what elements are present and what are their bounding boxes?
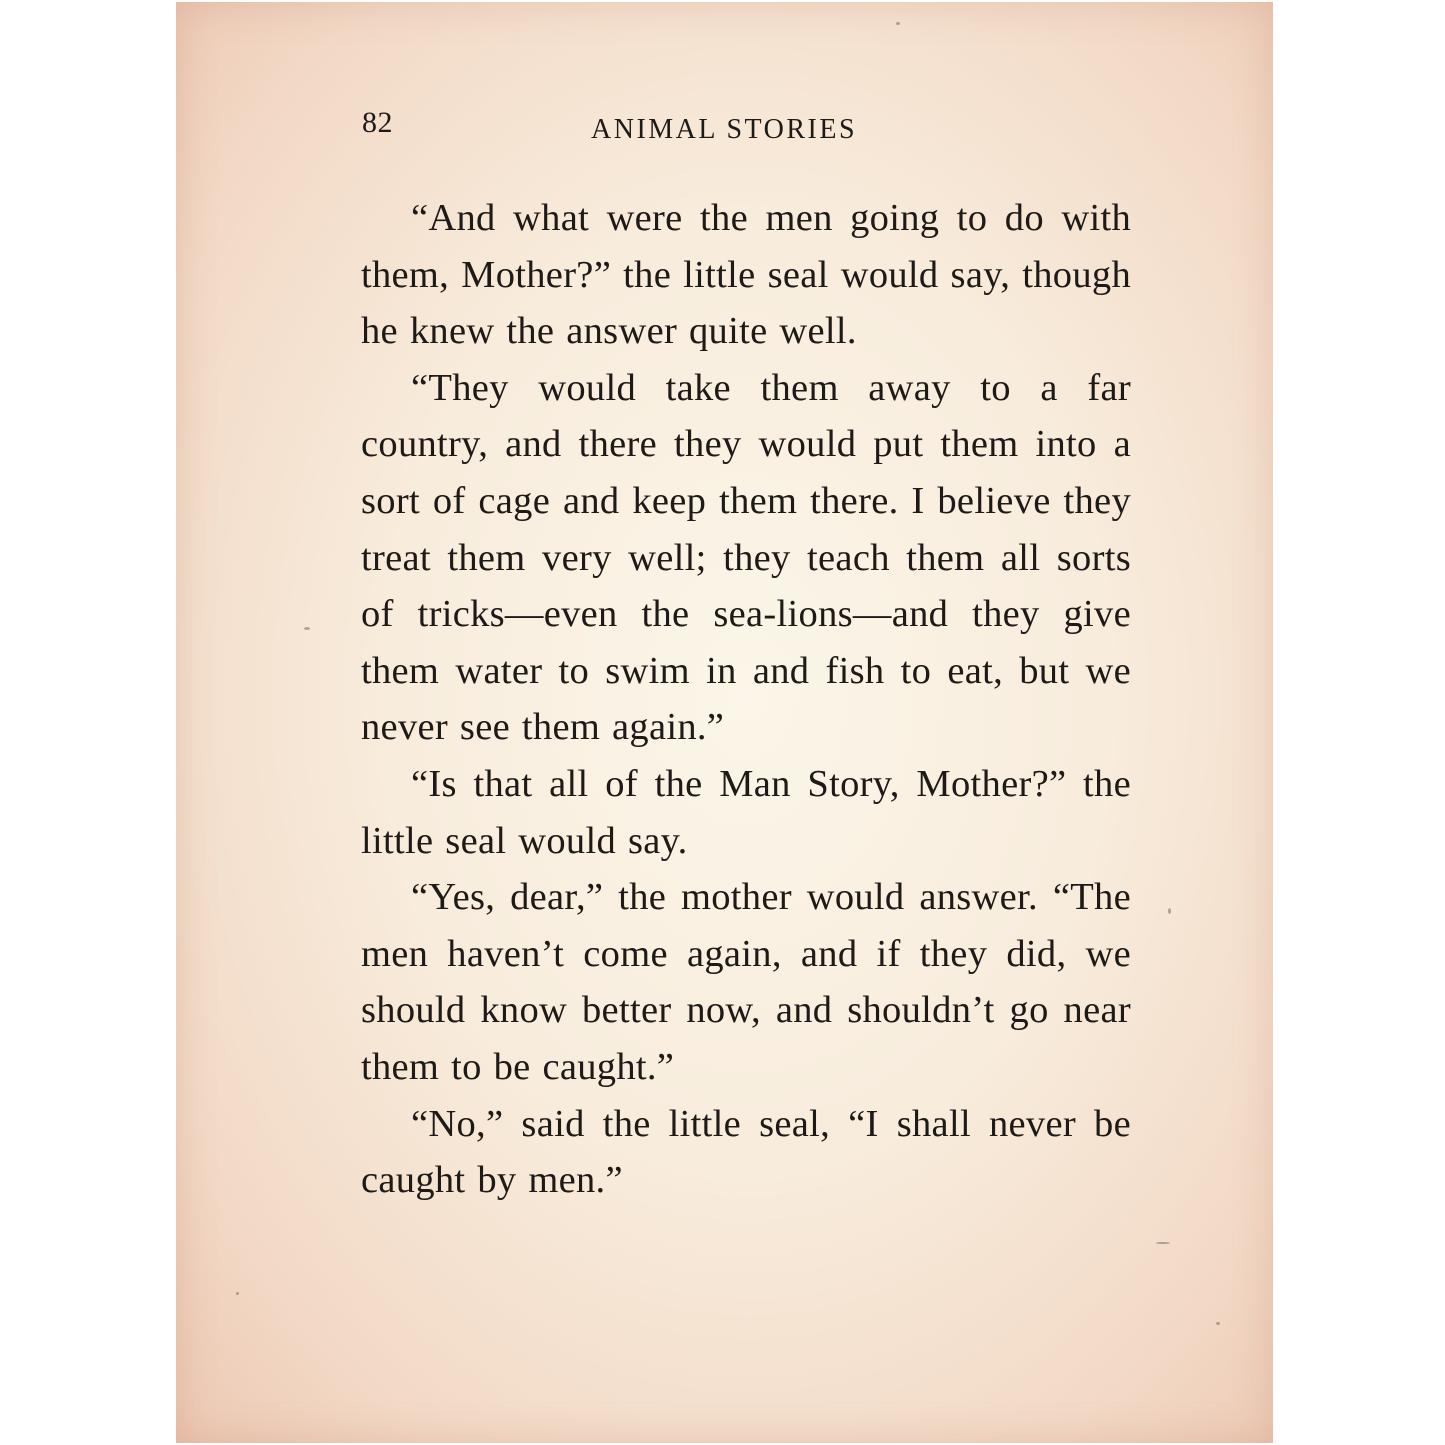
paper-speck (1216, 1322, 1220, 1325)
page-number: 82 (362, 106, 393, 139)
body-text (361, 190, 1131, 1209)
paragraph: “And what were the men going to do with them, Mother?” the little seal would say, though he knew the answer quite well. (361, 197, 1131, 353)
book-page (176, 2, 1273, 1443)
paragraph: “They would take them away to a far country, and there they would put them into a sort of cage and keep them there. I believe they treat them very well; they teach them all sorts of tricks—even the sea-lions—and they give them water to swim in and fish to eat, but we never see them again.” (361, 366, 1131, 749)
paragraph: “Yes, dear,” the mother would answer. “The men haven’t come again, and if they did, we should know better now, and shouldn’t go near them to be caught.” (361, 876, 1131, 1088)
paper-speck (896, 22, 900, 25)
paper-speck (236, 1292, 239, 1295)
paper-speck (304, 627, 310, 630)
paper-speck (1168, 908, 1171, 914)
paragraph: “Is that all of the Man Story, Mother?” the little seal would say. (361, 762, 1131, 862)
paragraph: “No,” said the little seal, “I shall never be caught by men.” (361, 1102, 1131, 1202)
running-head: ANIMAL STORIES (591, 114, 858, 145)
paper-speck (1156, 1242, 1170, 1244)
